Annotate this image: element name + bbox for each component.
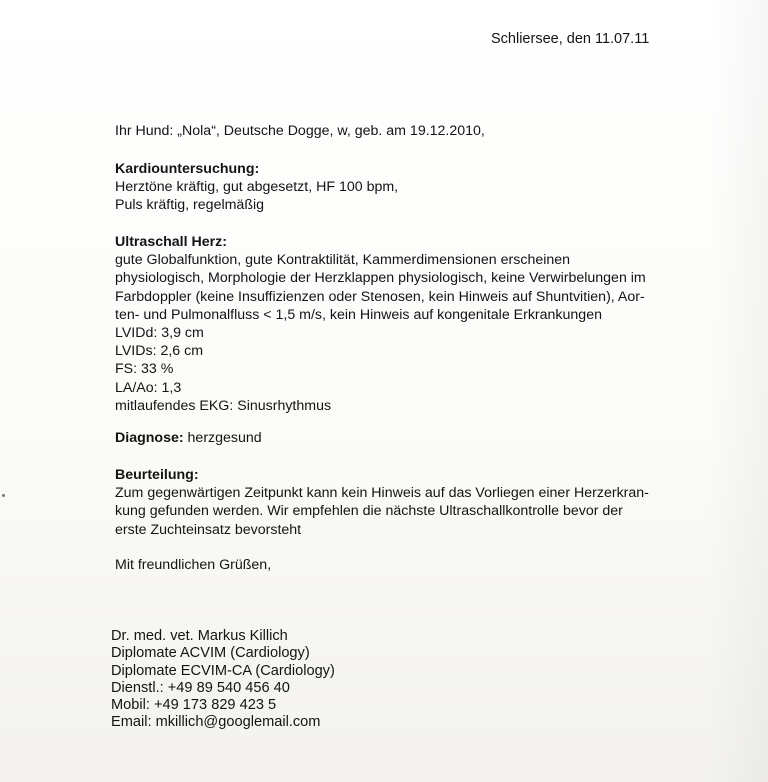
ultraschall-line: ten- und Pulmonalfluss < 1,5 m/s, kein Hinweis auf kongenitale Erkrankungen: [115, 306, 602, 323]
kardio-line: Puls kräftig, regelmäßig: [115, 197, 265, 214]
signature-email: Email: mkillich@googlemail.com: [111, 714, 321, 731]
scan-dot: [2, 494, 5, 497]
closing-line: Mit freundlichen Grüßen,: [115, 557, 272, 573]
ultraschall-line: Farbdoppler (keine Insuffizienzen oder Stenosen, kein Hinweis auf Shuntvitien), Aor-: [115, 288, 645, 305]
signature-phone-mobile: Mobil: +49 173 829 423 5: [111, 697, 277, 714]
ultraschall-line: gute Globalfunktion, gute Kontraktilität, Kammerdimensionen erscheinen: [115, 252, 571, 269]
beurteilung-line: kung gefunden werden. Wir empfehlen die nächste Ultraschallkontrolle bevor der: [115, 503, 623, 520]
closing-section: [115, 556, 715, 574]
signature-name: Dr. med. vet. Markus Killich: [111, 628, 288, 644]
ekg-line: mitlaufendes EKG: Sinusrhythmus: [115, 397, 332, 414]
ultraschall-line: physiologisch, Morphologie der Herzklappen physiologisch, keine Verwirbelungen im: [115, 270, 646, 287]
measurement-la-ao: LA/Ao: 1,3: [115, 379, 182, 396]
date-line: Schliersee, den 11.07.11: [491, 31, 650, 47]
diagnose-value: herzgesund: [183, 430, 262, 446]
diagnose-line: [115, 429, 715, 447]
diagnose-label: Diagnose:: [115, 430, 184, 446]
diagnose-section: [115, 429, 715, 447]
signature-title: Diplomate ACVIM (Cardiology): [111, 645, 310, 662]
beurteilung-line: Zum gegenwärtigen Zeitpunkt kann kein Hinweis auf das Vorliegen einer Herzerkran-: [115, 485, 649, 502]
beurteilung-section: [115, 466, 715, 539]
beurteilung-line: erste Zuchteinsatz bevorsteht: [115, 521, 302, 538]
signature-phone-office: Dienstl.: +49 89 540 456 40: [111, 679, 290, 696]
measurement-fs: FS: 33 %: [115, 361, 174, 378]
kardio-heading: Kardiountersuchung:: [115, 161, 260, 177]
ultraschall-heading: Ultraschall Herz:: [115, 234, 227, 250]
measurement-lvidd: LVIDd: 3,9 cm: [115, 325, 204, 342]
measurement-lvids: LVIDs: 2,6 cm: [115, 343, 204, 360]
intro-line: Ihr Hund: „Nola“, Deutsche Dogge, w, geb. am 19.12.2010,: [115, 123, 485, 139]
kardio-line: Herztöne kräftig, gut abgesetzt, HF 100 bpm,: [115, 179, 399, 196]
intro-section: [115, 122, 715, 140]
beurteilung-heading: Beurteilung:: [115, 467, 199, 483]
ultraschall-section: [115, 233, 715, 415]
signature-block: [111, 628, 711, 732]
signature-title: Diplomate ECVIM-CA (Cardiology): [111, 662, 335, 679]
kardio-section: [115, 160, 715, 215]
page-shadow: [708, 0, 768, 782]
